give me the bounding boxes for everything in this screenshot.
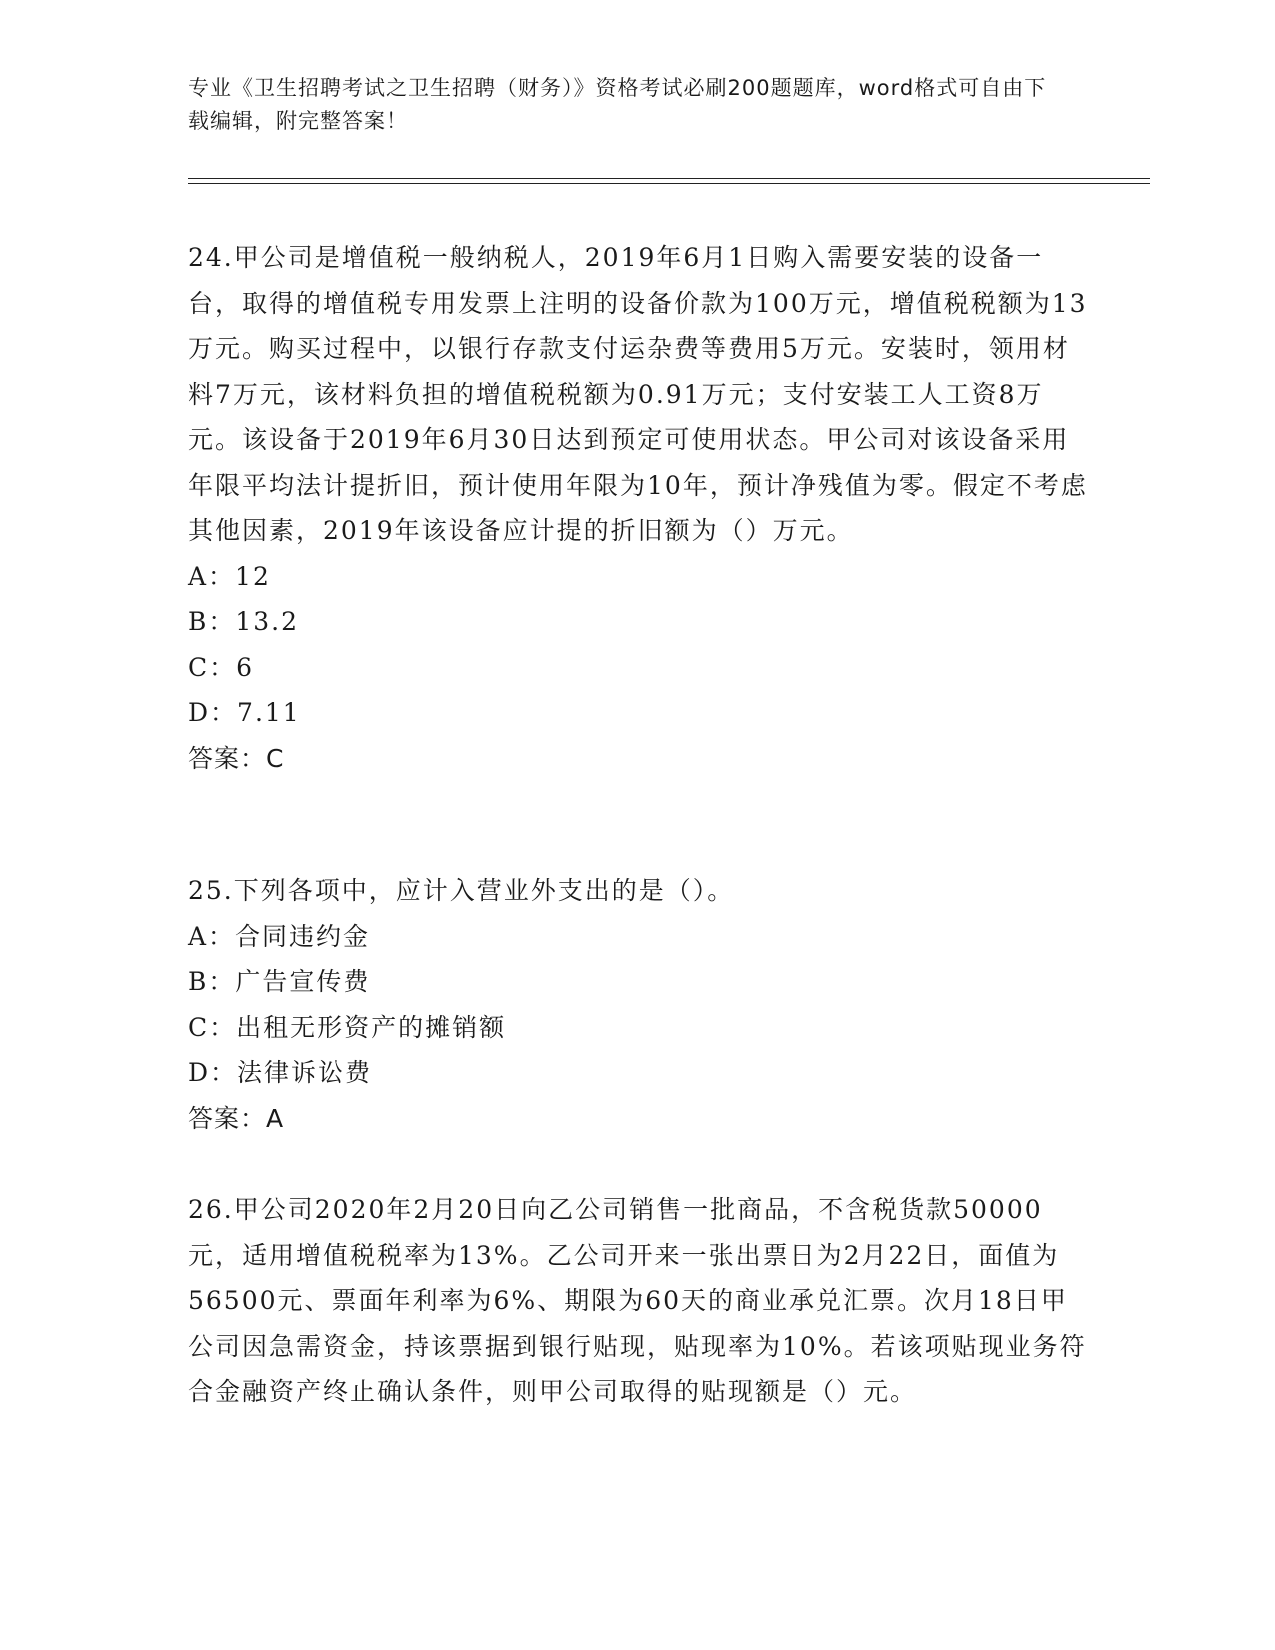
option-a: A：12 <box>188 561 271 591</box>
question-26 <box>188 1187 1088 1415</box>
option-d: D：法律诉讼费 <box>188 1058 373 1087</box>
question-25 <box>188 868 1088 1141</box>
option-c: C：出租无形资产的摊销额 <box>188 1012 507 1042</box>
answer: 答案：C <box>188 743 285 773</box>
option-a: A：合同违约金 <box>188 921 371 951</box>
option-b: B：13.2 <box>188 607 300 636</box>
answer: 答案：A <box>188 1103 285 1133</box>
question-text: 25.下列各项中，应计入营业外支出的是（）。 <box>188 876 735 905</box>
header-rule-top <box>188 178 1150 179</box>
document-header <box>188 72 1068 138</box>
question-text: 26.甲公司2020年2月20日向乙公司销售一批商品，不含税货款50000元，适用增值税税率为13%。乙公司开来一张出票日为2月22日，面值为56500元、票面年利率为6%、期限为60天的商业承兑汇票。次月18日甲公司因急需资金，持该票据到银行贴现，贴现率为10%。若该项贴现业务符合金融资产终止确认条件，则甲公司取得的贴现额是（）元。 <box>188 1195 1087 1406</box>
option-b: B：广告宣传费 <box>188 967 371 996</box>
option-c: C：6 <box>188 652 255 682</box>
question-24 <box>188 235 1088 781</box>
header-rule-bottom <box>188 183 1150 184</box>
header-text: 专业《卫生招聘考试之卫生招聘（财务）》资格考试必刷200题题库，word格式可自由下载编辑，附完整答案！ <box>188 76 1047 133</box>
question-text: 24.甲公司是增值税一般纳税人，2019年6月1日购入需要安装的设备一台，取得的增值税专用发票上注明的设备价款为100万元，增值税税额为13万元。购买过程中，以银行存款支付运杂费等费用5万元。安装时，领用材料7万元，该材料负担的增值税税额为0.91万元；支付安装工人工资8万元。该设备于2019年6月30日达到预定可使用状态。甲公司对该设备采用年限平均法计提折旧，预计使用年限为10年，预计净残值为零。假定不考虑其他因素，2019年该设备应计提的折旧额为（）万元。 <box>188 243 1088 545</box>
option-d: D：7.11 <box>188 698 301 727</box>
